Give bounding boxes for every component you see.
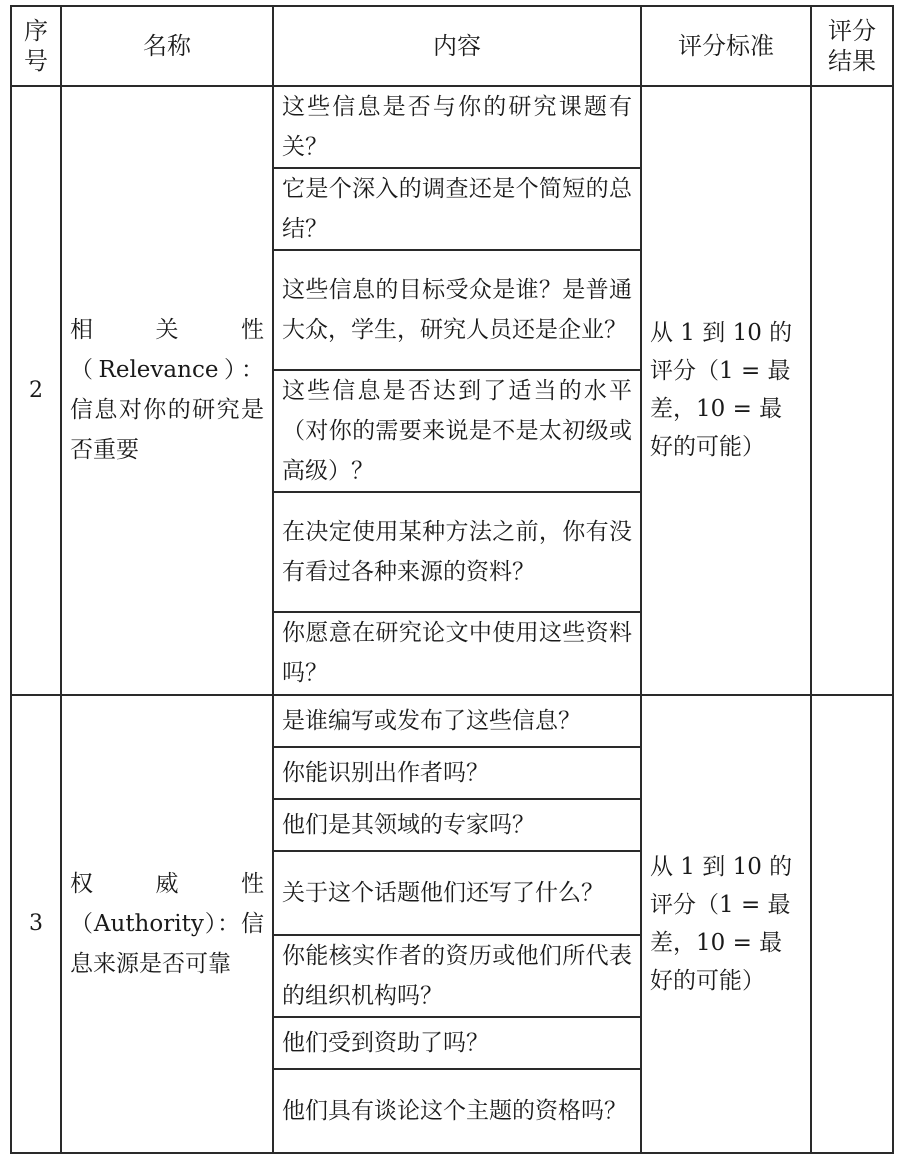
content-item: 他们具有谈论这个主题的资格吗？ [273,1069,641,1153]
section-name: 权威性（Authority）：信息来源是否可靠 [61,695,273,1153]
content-item: 你能核实作者的资历或他们所代表的组织机构吗？ [273,935,641,1017]
content-item: 他们是其领域的专家吗？ [273,799,641,851]
content-item: 关于这个话题他们还写了什么？ [273,851,641,935]
section-result [811,86,893,695]
content-item: 它是个深入的调查还是个简短的总结？ [273,168,641,250]
content-item: 你愿意在研究论文中使用这些资料吗？ [273,612,641,694]
content-item: 你能识别出作者吗？ [273,747,641,799]
table-row [11,695,893,747]
section-result [811,695,893,1153]
header-row [11,6,893,86]
content-item: 这些信息的目标受众是谁？是普通大众，学生，研究人员还是企业？ [273,250,641,370]
evaluation-table [10,5,894,1154]
content-item: 在决定使用某种方法之前，你有没有看过各种来源的资料？ [273,492,641,612]
header-seq: 序号 [11,6,61,86]
content-item: 这些信息是否与你的研究课题有关？ [273,86,641,168]
section-seq: 3 [11,695,61,1153]
header-content: 内容 [273,6,641,86]
table-row [11,86,893,168]
content-item: 他们受到资助了吗？ [273,1017,641,1069]
header-result: 评分结果 [811,6,893,86]
section-seq: 2 [11,86,61,695]
section-name: 相关性（Relevance）：信息对你的研究是否重要 [61,86,273,695]
content-item: 这些信息是否达到了适当的水平（对你的需要来说是不是太初级或高级）？ [273,370,641,492]
section-criteria: 从 1 到 10 的评分（1 = 最差，10 = 最好的可能） [641,86,811,695]
header-name: 名称 [61,6,273,86]
header-criteria: 评分标准 [641,6,811,86]
section-criteria: 从 1 到 10 的评分（1 = 最差，10 = 最好的可能） [641,695,811,1153]
content-item: 是谁编写或发布了这些信息？ [273,695,641,747]
